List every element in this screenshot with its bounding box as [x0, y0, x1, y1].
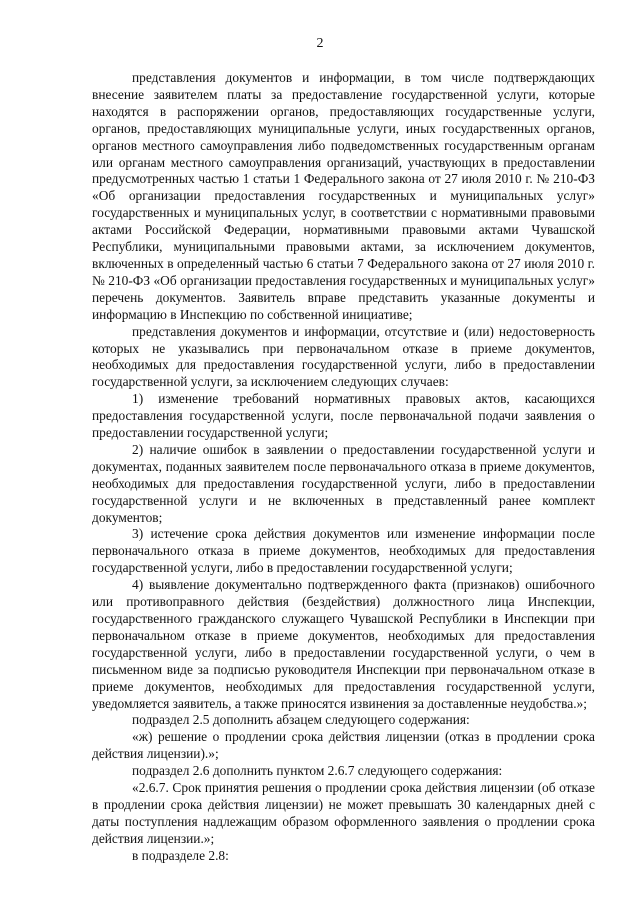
paragraph: «2.6.7. Срок принятия решения о продлении срока действия лицензии (об отказе в продлении срока действия лицензии) не может превышать 30 календарных дней с даты поступления надлежащим образом оформленного заявления о продлении срока действия лицензии.»; — [92, 780, 595, 846]
document-body — [92, 70, 595, 865]
paragraph: «ж) решение о продлении срока действия лицензии (отказ в продлении срока действия лицензии).»; — [92, 729, 595, 762]
paragraph: 3) истечение срока действия документов или изменение информации после первоначального отказа в приеме документов, необходимых для предоставления государственной услуги, либо в предоставлении государственной услуги; — [92, 526, 595, 576]
paragraph: представления документов и информации, отсутствие и (или) недостоверность которых не указывались при первоначальном отказе в приеме документов, необходимых для предоставления государственной услуги, либо в предоставлении государственной услуги, за исключением следующих случаев: — [92, 323, 595, 390]
paragraph: в подразделе 2.8: — [132, 847, 229, 863]
paragraph: подраздел 2.5 дополнить абзацем следующего содержания: — [132, 712, 470, 728]
paragraph: 4) выявление документально подтвержденного факта (признаков) ошибочного или противоправного действия (бездействия) должностного лица Инспекции, государственного гражданского служащего Чувашской Республики в Инспекции при первоначальном отказе в приеме документов, необходимых для предоставления государственной услуги, либо в предоставлении государственной услуги, о чем в письменном виде за подписью руководителя Инспекции при первоначальном отказе в приеме документов, необходимых для предоставления государственной услуги, уведомляется заявитель, а также приносятся извинения за доставленные неудобства.»; — [92, 577, 595, 711]
paragraph: подраздел 2.6 дополнить пунктом 2.6.7 следующего содержания: — [132, 763, 503, 779]
paragraph: 2) наличие ошибок в заявлении о предоставлении государственной услуги и документах, поданных заявителем после первоначального отказа в приеме документов, необходимых для предоставления государственной услуги, либо в предоставлении государственной услуги и не включенных в представленный ранее комплект документов; — [92, 441, 595, 525]
paragraph: 1) изменение требований нормативных правовых актов, касающихся предоставления государственной услуги, после первоначальной подачи заявления о предоставлении государственной услуги; — [92, 391, 595, 441]
paragraph: представления документов и информации, в том числе подтверждающих внесение заявителем платы за предоставление государственной услуги, которые находятся в распоряжении органов, предоставляющих государственные услуги, органов, предоставляющих муниципальные услуги, иных государственных органов, органов местного самоуправления либо подведомственных государственным органам или органам местного самоуправления организаций, участвующих в предоставлении предусмотренных частью 1 статьи 1 Федерального закона от 27 июля 2010 г. № 210-ФЗ «Об организации предоставления государственных и муниципальных услуг» государственных и муниципальных услуг, в соответствии с нормативными правовыми актами Российской Федерации, нормативными правовыми актами Чувашской Республики, муниципальными правовыми актами, за исключением документов, включенных в определенный частью 6 статьи 7 Федерального закона от 27 июля 2010 г. № 210-ФЗ «Об организации предоставления государственных и муниципальных услуг» перечень документов. Заявитель вправе представить указанные документы и информацию в Инспекцию по собственной инициативе; — [92, 70, 595, 322]
page-number: 2 — [316, 36, 324, 51]
